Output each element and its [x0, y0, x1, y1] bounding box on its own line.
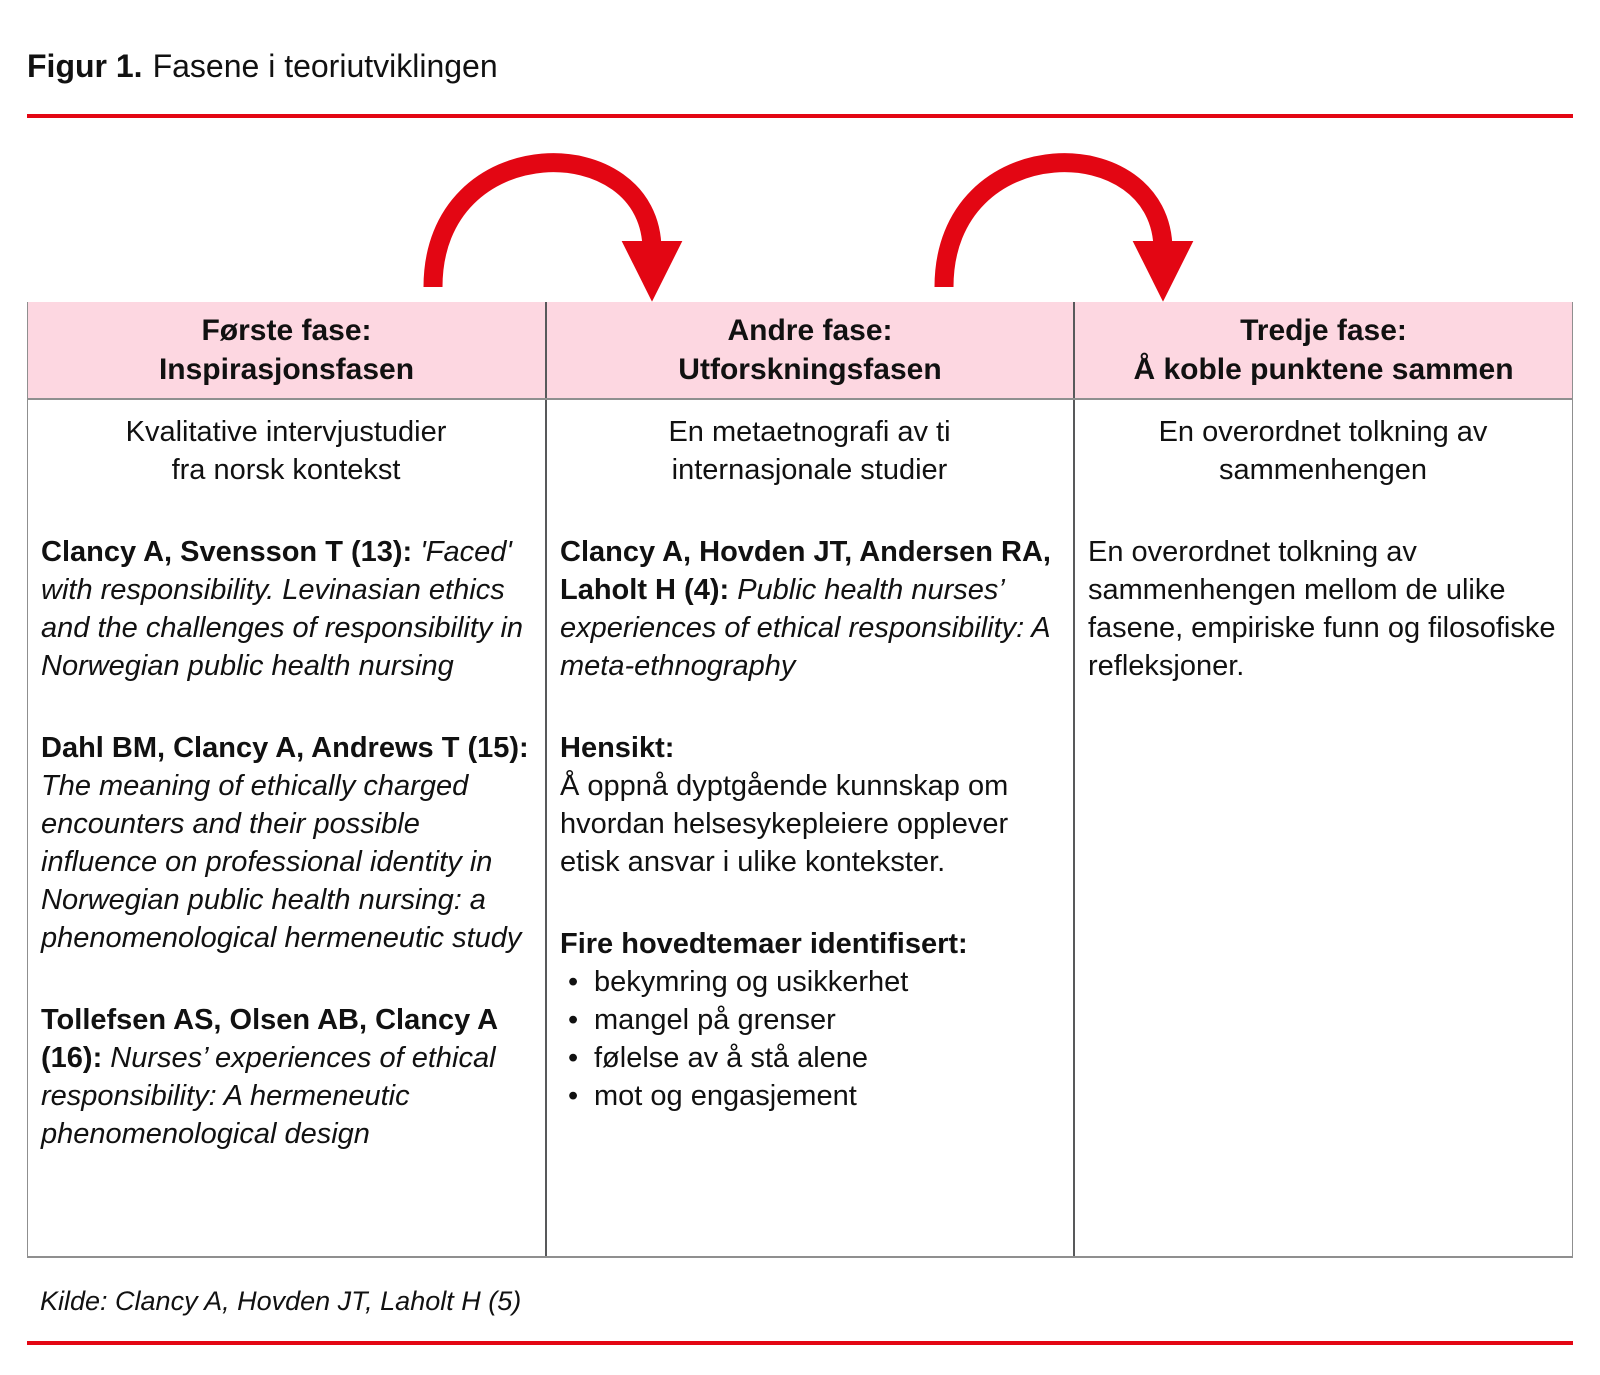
phase-3-subtitle-line1: En overordnet tolkning av	[1158, 416, 1488, 448]
phase-2-subtitle-line1: En metaetnografi av ti	[668, 416, 951, 448]
themes-list	[560, 963, 1059, 1115]
study-authors: Dahl BM, Clancy A, Andrews T (15):	[41, 732, 529, 764]
study-authors: Tollefsen AS, Olsen AB, Clancy A (16):	[41, 1004, 498, 1074]
phases-body-row	[28, 400, 1572, 1256]
purpose-label: Hensikt:	[560, 732, 675, 764]
source-line: Kilde: Clancy A, Hovden JT, Laholt H (5)	[40, 1286, 522, 1316]
study-title: Public health nurses’ experiences of ethical responsibility: A meta-ethnography	[560, 574, 1050, 682]
phases-table	[27, 302, 1573, 1258]
study-authors: Clancy A, Hovden JT, Andersen RA, Laholt H (4):	[560, 536, 1051, 606]
phase-3-body-text: En overordnet tolkning av sammenhengen mellom de ulike fasene, empiriske funn og filosofiske refleksjoner.	[1088, 536, 1556, 682]
theme-item: • mot og engasjement	[560, 1077, 1059, 1115]
phase-2-subtitle-line2: internasjonale studier	[671, 454, 948, 486]
study-entry	[41, 729, 531, 957]
figure-title-text: Fasene i teoriutviklingen	[152, 48, 498, 84]
themes-label: Fire hovedtemaer identifisert:	[560, 928, 968, 960]
header-phase-3	[1075, 302, 1572, 398]
figure-label: Figur 1.	[27, 48, 143, 84]
study-entry	[41, 1001, 531, 1153]
study-title: 'Faced' with responsibility. Levinasian ethics and the challenges of responsibility in Norwegian public health nursing	[41, 536, 524, 682]
study-entry	[560, 533, 1059, 685]
header-phase-1-line1: Første fase:	[201, 314, 372, 347]
purpose-text: Å oppnå dyptgående kunnskap om hvordan helsesykepleiere opplever etisk ansvar i ulike kontekster.	[560, 770, 1009, 878]
bottom-red-rule	[27, 1341, 1573, 1345]
phase-2-column	[547, 400, 1075, 1256]
header-phase-1-line2: Inspirasjonsfasen	[158, 353, 415, 386]
study-title: The meaning of ethically charged encounters and their possible influence on professional identity in Norwegian public health nursing: a phenomenological hermeneutic study	[41, 770, 522, 954]
phase-1-subtitle-line1: Kvalitative intervjustudier	[125, 416, 447, 448]
purpose-block	[560, 729, 1059, 881]
header-phase-3-line1: Tredje fase:	[1240, 314, 1407, 347]
header-phase-1	[28, 302, 547, 398]
curved-arrow-icon	[433, 163, 652, 287]
header-phase-2	[547, 302, 1075, 398]
theme-item: • bekymring og usikkerhet	[560, 963, 1059, 1001]
study-authors: Clancy A, Svensson T (13):	[41, 536, 421, 568]
study-entry	[41, 533, 531, 685]
header-phase-2-line2: Utforskningsfasen	[678, 353, 942, 386]
header-phase-2-line1: Andre fase:	[727, 314, 893, 347]
phase-3-subtitle	[1088, 413, 1558, 489]
phase-1-subtitle	[41, 413, 531, 489]
header-phase-3-line2: Å koble punktene sammen	[1133, 353, 1514, 386]
curved-arrow-icon	[944, 163, 1163, 287]
study-title: Nurses’ experiences of ethical responsibility: A hermeneutic phenomenological design	[41, 1042, 496, 1150]
phases-header-row	[28, 302, 1572, 400]
phase-2-subtitle	[560, 413, 1059, 489]
themes-block	[560, 925, 1059, 1115]
phase-1-column	[28, 400, 547, 1256]
theme-item: • følelse av å stå alene	[560, 1039, 1059, 1077]
phase-1-subtitle-line2: fra norsk kontekst	[171, 454, 401, 486]
phase-arrows	[0, 0, 1600, 320]
phase-3-subtitle-line2: sammenhengen	[1219, 454, 1427, 486]
phase-3-column	[1075, 400, 1572, 1256]
theme-item: • mangel på grenser	[560, 1001, 1059, 1039]
